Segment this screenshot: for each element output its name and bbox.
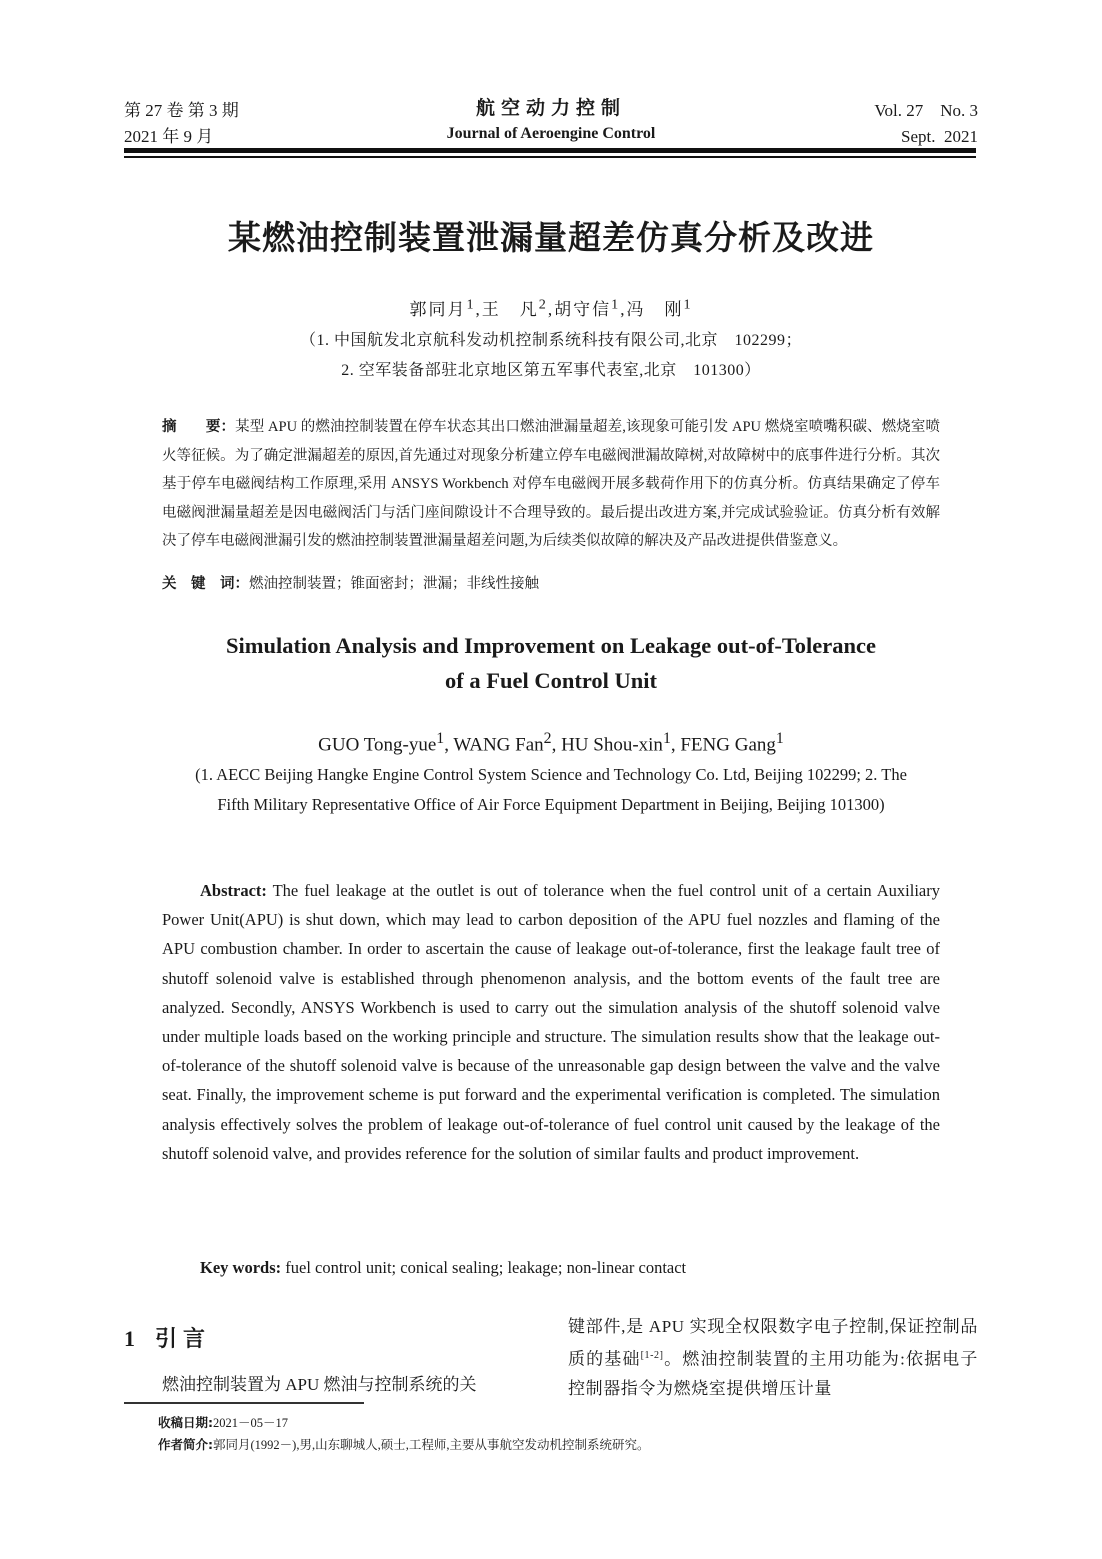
- journal-name-en: Journal of Aeroengine Control: [446, 125, 656, 142]
- keywords-cn-label: 关 键 词：: [162, 576, 249, 592]
- affiliation-cn-1: （1. 中国航发北京航科发动机控制系统科技有限公司,北京 102299；: [299, 332, 802, 349]
- body-text: 键部件,是 APU 实现全权限数字电子控制,保证控制品质的基础: [568, 1317, 978, 1369]
- date-en: Sept. 2021: [901, 127, 978, 146]
- paper-title-en-line2: of a Fuel Control Unit: [444, 668, 658, 693]
- footnote: [158, 1412, 958, 1456]
- author-en: GUO Tong-yue: [318, 734, 437, 756]
- author-cn: 胡守信: [554, 300, 612, 319]
- paper-title-en: [0, 628, 1102, 698]
- paper-title-en-line1: Simulation Analysis and Improvement on Leakage out-of-Tolerance: [225, 633, 877, 658]
- header-issue-en: [874, 98, 978, 150]
- author-cn: 王 凡: [481, 300, 539, 319]
- keywords-cn: [162, 571, 940, 597]
- received-date: 2021－05－17: [213, 1416, 289, 1430]
- abstract-en: [162, 876, 940, 1168]
- body-column-right: [568, 1312, 978, 1404]
- paper-title-cn: 某燃油控制装置泄漏量超差仿真分析及改进: [228, 218, 874, 257]
- author-affil-sup: 1: [683, 296, 693, 313]
- section-number: 1: [124, 1326, 135, 1351]
- affiliations-en: (1. AECC Beijing Hangke Engine Control System Science and Technology Co. Ltd, Beijing 102299; 2. The Fifth Military Representative Office of Air Force Equipment Department in Beijing, Beijing 101300): [195, 765, 907, 814]
- abstract-cn-text: 某型 APU 的燃油控制装置在停车状态其出口燃油泄漏量超差,该现象可能引发 APU 燃烧室喷嘴积碳、燃烧室喷火等征候。为了确定泄漏超差的原因,首先通过对现象分析建立停车电磁阀泄漏故障树,对故障树中的底事件进行分析。其次基于停车电磁阀结构工作原理,采用 ANSYS Workbench 对停车电磁阀开展多载荷作用下的仿真分析。仿真结果确定了停车电磁阀泄漏量超差是因电磁阀活门与活门座间隙设计不合理导致的。最后提出改进方案,并完成试验验证。仿真分析有效解决了停车电磁阀泄漏引发的燃油控制装置泄漏量超差问题,为后续类似故障的解决及产品改进提供借鉴意义。: [162, 419, 941, 550]
- journal-name: [400, 95, 702, 147]
- author-bio-label: 作者简介:: [158, 1437, 213, 1452]
- authors-en: GUO Tong-yue$^1$, WANG Fan$^2$, HU Shou-xin$^1$, FENG Gang$^1$: [318, 730, 784, 756]
- section-title: 引言: [155, 1327, 212, 1352]
- footnote-rule: [124, 1402, 364, 1404]
- volume-cn: 第 27 卷 第 3 期: [124, 101, 239, 120]
- author-affil-sup: 1: [466, 296, 476, 313]
- author-en: HU Shou-xin: [561, 734, 663, 756]
- affiliations-cn: [0, 326, 1102, 386]
- authors-cn: 郭同月$^1$,王 凡$^2$,胡守信$^1$,冯 刚$^1$: [409, 296, 693, 319]
- author-bio: 郭同月(1992－),男,山东聊城人,硕士,工程师,主要从事航空发动机控制系统研究。: [213, 1438, 650, 1452]
- author-affil-sup: 2: [543, 730, 552, 747]
- footnote-author: [158, 1434, 958, 1456]
- abstract-cn-label: 摘 要：: [162, 419, 236, 435]
- section-heading: [124, 1322, 211, 1353]
- keywords-en-text: fuel control unit; conical sealing; leakage; non-linear contact: [281, 1258, 687, 1277]
- keywords-en: [200, 1254, 940, 1282]
- author-affil-sup: 1: [775, 730, 784, 747]
- footnote-received: [158, 1412, 958, 1434]
- abstract-cn: [162, 413, 940, 556]
- author-affil-sup: 1: [436, 730, 445, 747]
- body-text: 。燃油控制装置的主用功能为:依据电子控制器指令为燃烧室提供增压计量: [568, 1349, 978, 1399]
- volume-en: Vol. 27 No. 3: [874, 101, 978, 120]
- journal-name-cn: 航空动力控制: [475, 97, 626, 119]
- author-affil-sup: 2: [538, 296, 548, 313]
- header-rule-thick: [124, 148, 976, 153]
- citation-ref[interactable]: [1-2]: [640, 1350, 664, 1362]
- body-column-left: 燃油控制装置为 APU 燃油与控制系统的关: [162, 1375, 477, 1394]
- author-cn: 郭同月: [409, 300, 467, 319]
- affiliation-cn-2: 2. 空军装备部驻北京地区第五军事代表室,北京 101300）: [341, 362, 761, 379]
- author-affil-sup: 1: [611, 296, 621, 313]
- header-rule-thin: [124, 156, 976, 158]
- author-cn: 冯 刚: [626, 300, 684, 319]
- keywords-cn-text: 燃油控制装置；锥面密封；泄漏；非线性接触: [249, 576, 539, 592]
- abstract-en-text: The fuel leakage at the outlet is out of tolerance when the fuel control unit of a certain Auxiliary Power Unit(APU) is shut down, which may lead to carbon deposition of the APU fuel nozzles and flaming of the APU combustion chamber. In order to ascertain the cause of leakage out-of-tolerance, first the leakage fault tree of shutoff solenoid valve is established through phenomenon analysis, and the bottom events of the fault tree are analyzed. Secondly, ANSYS Workbench is used to carry out the simulation analysis of the shutoff solenoid valve under multiple loads based on the working principle and structure. The simulation results show that the leakage out-of-tolerance of the shutoff solenoid valve is because of the unreasonable gap design between the valve and the valve seat. Finally, the improvement scheme is put forward and the experimental verification is completed. The simulation analysis effectively solves the problem of leakage out-of-tolerance of fuel control unit caused by the leakage of the shutoff solenoid valve, and provides reference for the solution of similar faults and product improvement.: [162, 881, 940, 1163]
- received-label: 收稿日期:: [158, 1415, 213, 1430]
- keywords-en-label: Key words:: [200, 1258, 282, 1277]
- author-en: FENG Gang: [680, 734, 776, 756]
- abstract-en-label: Abstract:: [200, 881, 267, 900]
- date-cn: 2021 年 9 月: [124, 127, 214, 146]
- author-en: WANG Fan: [453, 734, 544, 756]
- header-issue-cn: [124, 98, 239, 150]
- author-affil-sup: 1: [662, 730, 671, 747]
